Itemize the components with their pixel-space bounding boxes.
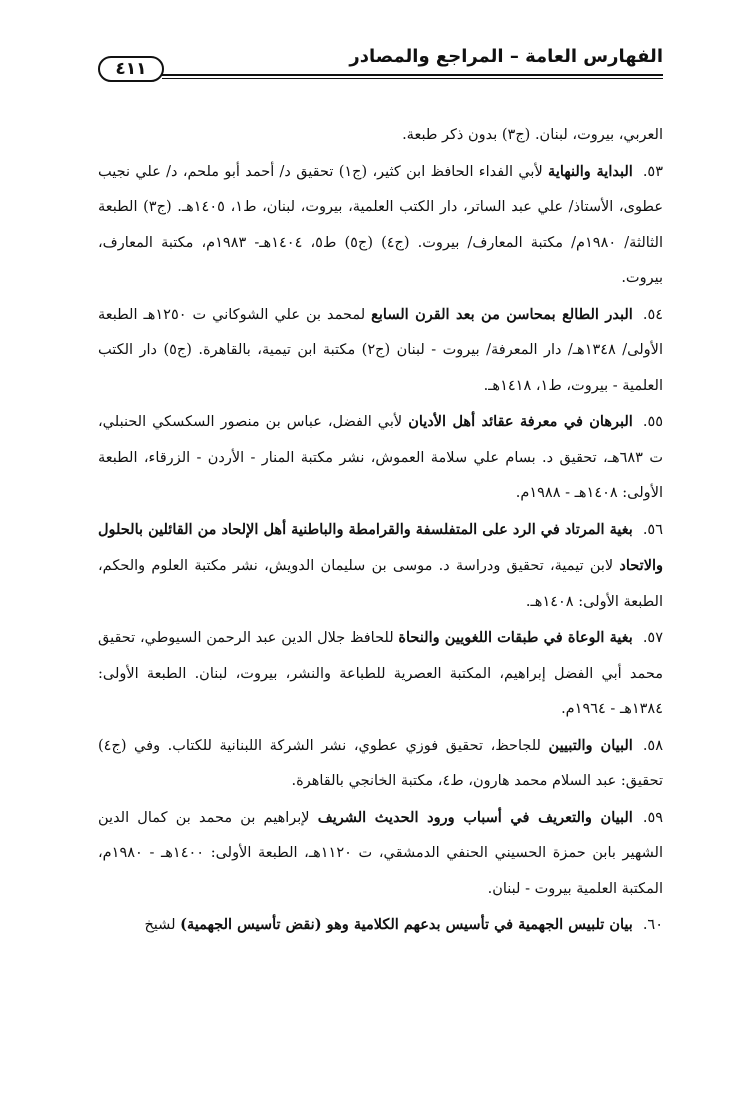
entry-text: لابن تيمية، تحقيق ودراسة د. موسى بن سليمان الدويش، نشر مكتبة العلوم والحكم، الطبعة الأولى: ١٤٠٨هـ. [98,558,663,610]
entry-text: للجاحظ، تحقيق فوزي عطوي، نشر الشركة اللبنانية للكتاب. وفي (ج٤) تحقيق: عبد السلام محمد هارون، ط٤، مكتبة الخانجي بالقاهرة. [98,737,663,789]
reference-entry [98,297,663,405]
reference-entry [98,620,663,728]
running-title: الفهارس العامة – المراجع والمصادر [349,46,663,67]
entry-number: ٥٨. [642,737,663,754]
continuation-text [98,118,663,154]
entry-title: البيان والتعريف في أسباب ورود الحديث الشريف [317,808,633,826]
reference-entry [98,154,663,297]
entry-title: بغية الوعاة في طبقات اللغويين والنحاة [398,629,633,646]
page-header [98,40,663,84]
entry-text: لإبراهيم بن محمد بن كمال الدين الشهير بابن حمزة الحسيني الحنفي الدمشقي، ت ١١٢٠هـ، الطبعة الأولى: ١٤٠٠هـ - ١٩٨٠م، المكتبة العلمية بيروت - لبنان. [98,809,664,897]
entry-text: للحافظ جلال الدين عبد الرحمن السيوطي، تحقيق محمد أبي الفضل إبراهيم، المكتبة العصرية للطباعة والنشر، بيروت، لبنان. الطبعة الأولى: ١٣٨٤هـ - ١٩٦٤م. [98,630,663,717]
entry-number: ٥٦. [642,521,663,538]
entry-number: ٥٣. [642,163,663,180]
header-rule [162,74,663,79]
entry-text: لأبي الفضل، عباس بن منصور السكسكي الحنبلي، ت ٦٨٣هـ، تحقيق د. بسام علي سلامة العموش، نشر مكتبة المنار - الأردن - الزرقاء، الطبعة الأولى: ١٤٠٨هـ - ١٩٨٨م. [98,414,663,501]
entry-text: لشيخ [144,917,176,933]
entry-text: العربي، بيروت، لبنان. (ج٣) بدون ذكر طبعة. [402,127,663,143]
entry-title: البدر الطالع بمحاسن من بعد القرن السابع [371,305,633,323]
page-number: ٤١١ [98,56,164,82]
entry-number: ٦٠. [642,917,663,933]
reference-entry [98,512,663,621]
entry-text: لمحمد بن علي الشوكاني ت ١٢٥٠هـ الطبعة الأولى/ ١٣٤٨هـ/ دار المعرفة/ بيروت - لبنان (ج٢) مكتبة ابن تيمية، بالقاهرة. (ج٥) دار الكتب العلمية - بيروت، ط١، ١٤١٨هـ. [98,306,663,394]
references-list [98,118,663,944]
reference-entry [98,728,663,800]
entry-number: ٥٩. [642,809,664,826]
entry-number: ٥٤. [642,306,664,323]
entry-title: البداية والنهاية [548,162,633,180]
entry-number: ٥٧. [642,630,663,646]
reference-entry [98,907,663,944]
entry-number: ٥٥. [642,414,664,430]
reference-entry [98,404,663,512]
reference-entry [98,800,663,908]
entry-text: لأبي الفداء الحافظ ابن كثير، (ج١) تحقيق د/ أحمد أبو ملحم، د/ علي نجيب عطوى، الأستاذ/ علي عبد الساتر، دار الكتب العلمية، بيروت، لبنان، ط١، ١٤٠٥هـ. (ج٣) الطبعة الثالثة/ ١٩٨٠م/ مكتبة المعارف/ بيروت. (ج٤) (ج٥) ط٥، ١٤٠٤هـ- ١٩٨٣م، مكتبة المعارف، بيروت. [98,163,663,286]
entry-title: البيان والتبيين [548,736,633,754]
entry-title: بيان تلبيس الجهمية في تأسيس بدعهم الكلامية وهو (نقض تأسيس الجهمية) [180,916,633,933]
entry-title: البرهان في معرفة عقائد أهل الأديان [408,413,633,430]
entry-title: بغية المرتاد في الرد على المتفلسفة والقرامطة والباطنية أهل الإلحاد من القائلين بالحلول والاتحاد [97,520,663,574]
